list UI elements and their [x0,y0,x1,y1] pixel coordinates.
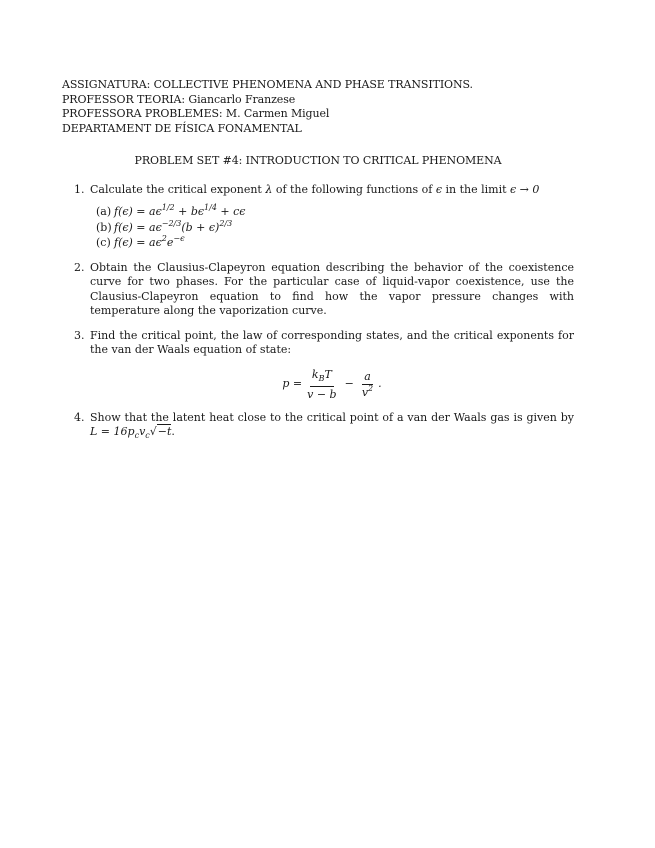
frac-numerator-sub: B [318,373,325,383]
formula-b: $f(\epsilon) = a\epsilon^{-2/3}(b + \epsilon)^{2/3}$ [114,218,233,234]
problem-text: of the following functions of [272,182,436,196]
problem-text: Obtain the Clausius-Clapeyron equation describing the behavior of the coexistence curve for two phases. For the particular case of liquid-vapor coexistence, use the Clausius-Clapeyron equation to find how the vapor pressure changes with temperature along the vaporization curve. [90,260,574,317]
equation-lhs: p = [282,376,303,390]
formula-a: $f(\epsilon) = a\epsilon^{1/2} + b\epsilon^{1/4} + c\epsilon$ [114,203,246,218]
problem-text: in the limit [442,182,511,196]
coeff: 16p [113,425,135,439]
problem-4 [62,411,574,444]
subproblem-label: (b) [96,220,112,234]
limit-expression: ϵ → 0 [510,182,540,196]
latent-heat-rhs [113,425,172,441]
v-symbol: v [139,425,146,439]
subproblem-c [90,236,574,251]
latent-heat-lhs: L = [90,425,111,439]
problem-list [62,183,574,444]
lambda-symbol: λ [265,182,273,196]
course-line: ASSIGNATURA: COLLECTIVE PHENOMENA AND PHASE TRANSITIONS. [62,78,473,91]
minus-sign: − [344,376,354,390]
fraction-a [360,370,375,399]
problem-number: 3. [74,328,85,342]
fraction-kbt [305,368,338,401]
frac-numerator: a [364,369,371,383]
end-period: . [171,425,175,439]
subproblem-a [90,205,574,220]
document-page [62,78,574,454]
frac-numerator: k [311,367,319,381]
problem-1 [62,183,574,251]
equation-end: . [378,376,382,390]
frac-denominator: v [361,385,369,399]
department-line: DEPARTAMENT DE FÍSICA FONAMENTAL [62,121,302,135]
problem-text: Find the critical point, the law of corresponding states, and the critical exponents for the van der Waals equation of state: [90,328,574,356]
problem-number: 1. [74,182,85,196]
epsilon-symbol: ϵ [435,182,442,196]
problem-number: 4. [74,410,85,424]
problem-text: Show that the latent heat close to the critical point of a van der Waals gas is given by [90,410,574,424]
subproblem-label: (a) [96,205,112,218]
van-der-waals-equation [90,368,574,401]
subproblem-b [90,218,574,236]
sqrt-argument: −t [157,425,172,439]
problem-3 [62,329,574,401]
formula-c: $f(\epsilon) = a\epsilon^2e^{-\epsilon}$ [114,234,185,249]
problem-number: 2. [74,260,85,274]
sqrt-expression: √−t [149,425,172,439]
frac-denominator: v − b [307,387,337,401]
professor-problems-line: PROFESSORA PROBLEMES: M. Carmen Miguel [62,107,330,120]
sub-c: c [145,431,150,441]
problem-set-title: PROBLEM SET #4: INTRODUCTION TO CRITICAL PHENOMENA [134,154,502,167]
frac-denominator-sup: 2 [368,383,374,393]
subproblem-label: (c) [96,236,111,249]
frac-numerator-tail: T [324,367,332,381]
problem-2 [62,261,574,319]
subproblem-list [90,205,574,251]
problem-text: Calculate the critical exponent [90,182,266,196]
professor-theory-line: PROFESSOR TEORIA: Giancarlo Franzese [62,92,296,106]
sub-c: c [134,431,140,441]
